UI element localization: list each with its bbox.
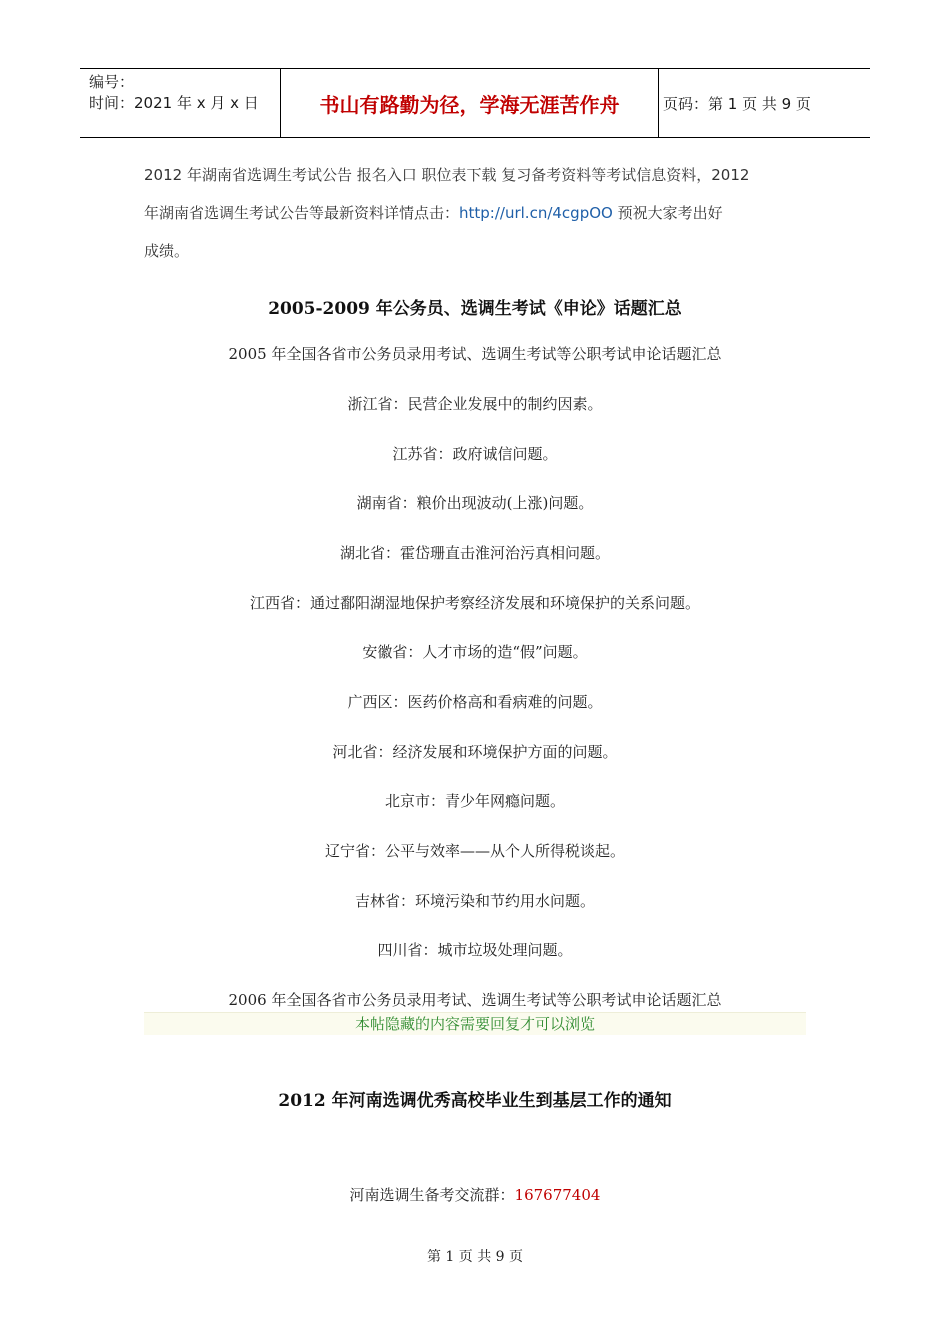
intro-line-3: 成绩。 <box>144 242 190 260</box>
header-motto: 书山有路勤为径，学海无涯苦作舟 <box>281 69 659 137</box>
number-label: 编号： <box>89 73 135 91</box>
hidden-content-notice: 本帖隐藏的内容需要回复才可以浏览 <box>144 1012 806 1035</box>
qq-group-label: 河南选调生备考交流群： <box>349 1186 515 1204</box>
subtitle-2005: 2005 年全国各省市公务员录用考试、选调生考试等公职考试申论话题汇总 <box>228 345 722 363</box>
intro-paragraph <box>144 156 816 270</box>
topic-item: 广西区：医药价格高和看病难的问题。 <box>347 693 603 711</box>
topic-item: 四川省：城市垃圾处理问题。 <box>377 941 573 959</box>
intro-line-2-prefix: 年湖南省选调生考试公告等最新资料详情点击： <box>144 204 460 222</box>
topic-item: 江西省：通过鄱阳湖湿地保护考察经济发展和环境保护的关系问题。 <box>249 594 700 612</box>
topic-item: 湖北省：霍岱珊直击淮河治污真相问题。 <box>339 544 610 562</box>
qq-group-line <box>0 1184 950 1205</box>
topic-item: 浙江省：民营企业发展中的制约因素。 <box>347 395 603 413</box>
topic-item: 辽宁省：公平与效率——从个人所得税谈起。 <box>324 842 625 860</box>
topic-item: 北京市：青少年网瘾问题。 <box>384 792 565 810</box>
details-link[interactable]: http://url.cn/4cgpOO <box>459 204 613 222</box>
document-header <box>80 68 870 138</box>
intro-line-2-suffix: 预祝大家考出好 <box>612 204 723 222</box>
intro-line-2 <box>144 194 816 232</box>
topic-item: 河北省：经济发展和环境保护方面的问题。 <box>332 743 618 761</box>
page-footer: 第 1 页 共 9 页 <box>426 1249 524 1265</box>
section-title-topics: 2005-2009 年公务员、选调生考试《申论》话题汇总 <box>268 299 682 319</box>
topic-item: 湖南省：粮价出现波动(上涨)问题。 <box>356 494 594 512</box>
topic-item: 安徽省：人才市场的造“假”问题。 <box>362 643 588 661</box>
header-page-code: 页码：第 1 页 共 9 页 <box>663 94 811 113</box>
topic-item: 江苏省：政府诚信问题。 <box>392 445 558 463</box>
section-title-henan: 2012 年河南选调优秀高校毕业生到基层工作的通知 <box>278 1091 672 1111</box>
date-label: 时间：2021 年 x 月 x 日 <box>89 94 259 112</box>
qq-group-number: 167677404 <box>514 1186 601 1204</box>
subtitle-2006: 2006 年全国各省市公务员录用考试、选调生考试等公职考试申论话题汇总 <box>228 991 722 1009</box>
topic-item: 吉林省：环境污染和节约用水问题。 <box>354 892 595 910</box>
header-meta <box>80 69 281 137</box>
intro-line-1: 2012 年湖南省选调生考试公告 报名入口 职位表下载 复习备考资料等考试信息资料，2012 <box>144 166 750 184</box>
